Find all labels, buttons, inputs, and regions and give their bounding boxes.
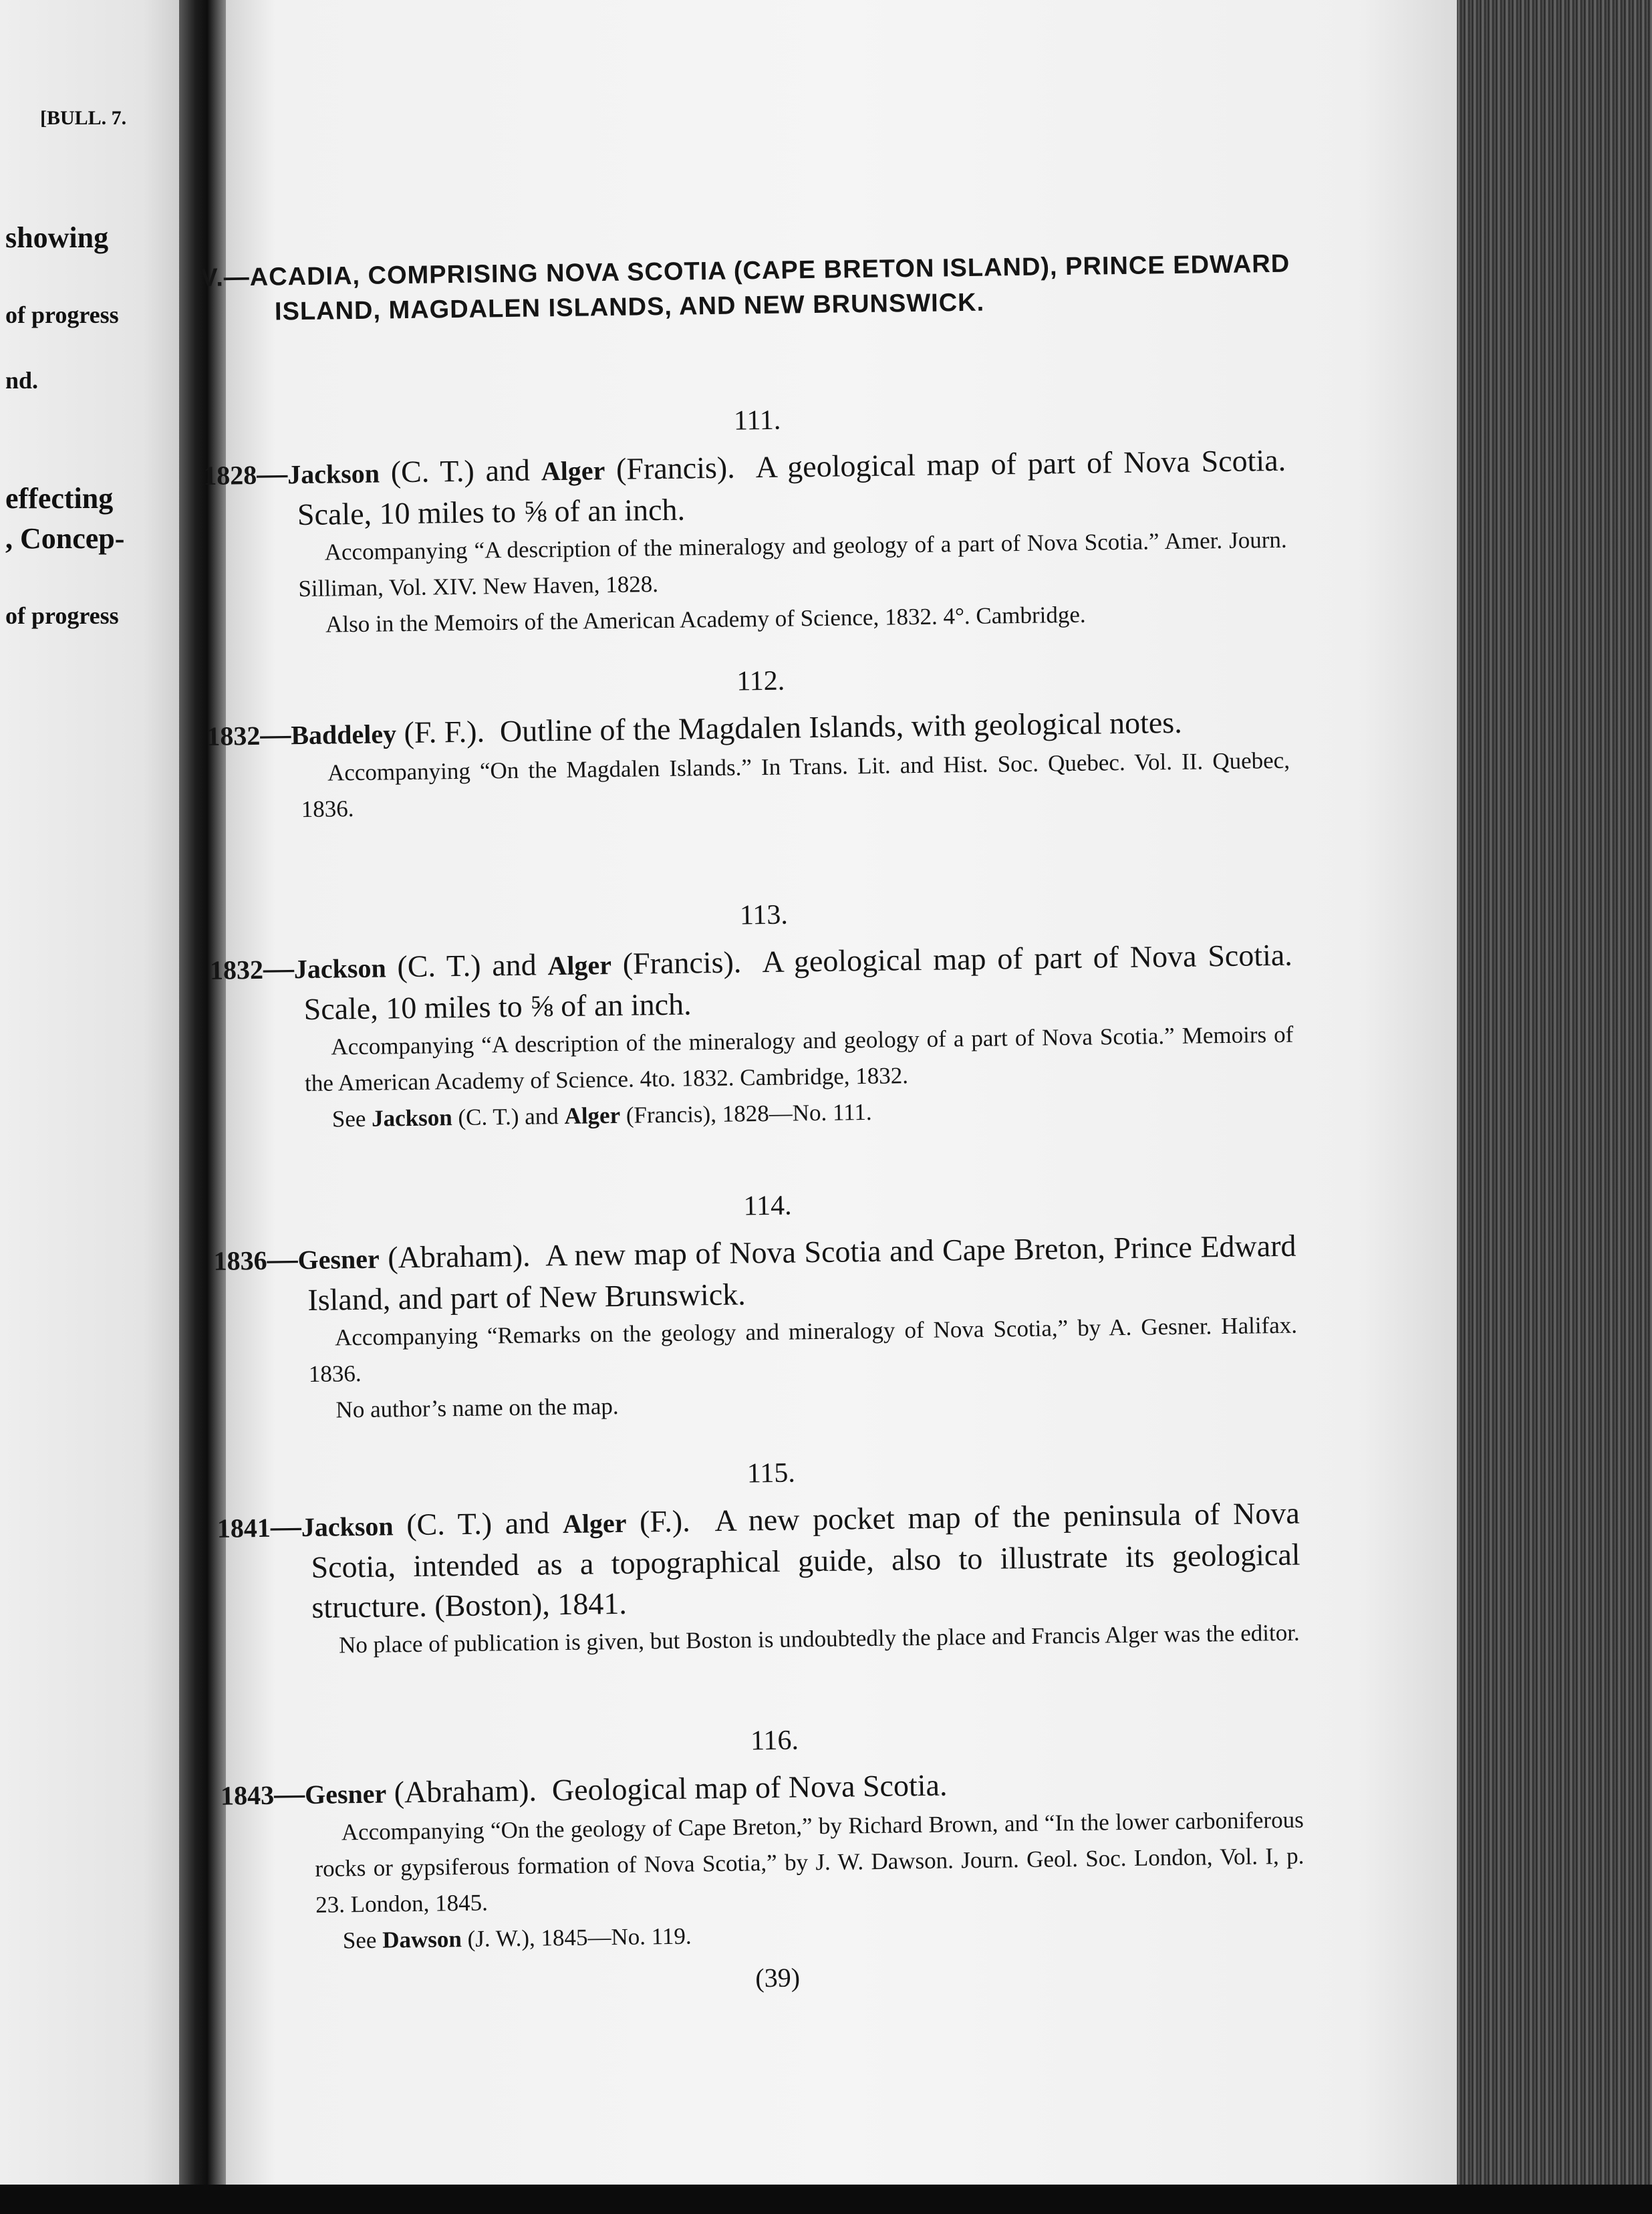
see-reference: (J. W.), 1845—No. 119. <box>467 1923 692 1952</box>
entry-title: A geological map of part of Nova Scotia. Scale, 10 miles to ⅝ of an inch. <box>297 443 1286 532</box>
see-initials: (C. T.) and <box>458 1103 559 1131</box>
author-name: Gesner <box>304 1778 387 1810</box>
entry-title: Geological map of Nova Scotia. <box>551 1767 948 1808</box>
author-initials: (C. T.) <box>406 1506 493 1542</box>
author-name: Alger <box>547 950 612 981</box>
entry-title: A new map of Nova Scotia and Cape Breton, Prince Edward Island, and part of New Brunswick. <box>307 1228 1296 1318</box>
page-edges <box>1457 0 1652 2214</box>
entry-note: Accompanying “A description of the mineralogy and geology of a part of Nova Scotia.” Amer. Journ. Silliman, Vol. XIV. New Haven, 1828. <box>298 526 1287 602</box>
page-number: (39) <box>755 1962 801 1993</box>
bibliography-entry <box>209 935 1294 1139</box>
bibliography-entry <box>221 1761 1306 1961</box>
entry-number: 111. <box>733 404 781 437</box>
see-label: See <box>331 1105 366 1132</box>
entry-title: Outline of the Magdalen Islands, with geological notes. <box>499 705 1182 749</box>
entry-headline: 1843—Gesner (Abraham). Geological map of Nova Scotia. <box>220 1767 948 1811</box>
entry-note: Accompanying “On the Magdalen Islands.” In Trans. Lit. and Hist. Soc. Quebec. Vol. II. Quebec, 1836. <box>301 747 1290 823</box>
see-author: Jackson <box>371 1104 452 1132</box>
see-author: Dawson <box>382 1926 462 1953</box>
author-name: Gesner <box>297 1243 380 1275</box>
entry-title: A new pocket map of the peninsula of Nova Scotia, intended as a topographical guide, also to illustrate its geological structure. (Boston), 1841. <box>311 1495 1300 1624</box>
author-name: Alger <box>562 1507 627 1540</box>
entry-year: 1832 <box>209 954 264 985</box>
bibliography-entry <box>203 441 1288 644</box>
author-name: Jackson <box>293 953 386 985</box>
author-name: Baddeley <box>291 719 397 751</box>
entry-year: 1836 <box>213 1245 267 1276</box>
entry-note: Accompanying “A description of the mineralogy and geology of a part of Nova Scotia.” Memoirs of the American Academy of Science. 4to. 1832. Cambridge, 1832. <box>304 1021 1294 1097</box>
author-name: Jackson <box>301 1511 394 1543</box>
entry-year: 1843 <box>220 1779 275 1811</box>
entry-number: 116. <box>750 1725 799 1757</box>
author-initials: (Francis). <box>615 450 735 486</box>
author-initials: (Francis). <box>622 945 742 981</box>
entry-headline: 1841—Jackson (C. T.) and Alger (F.). A new pocket map of the peninsula of Nova Scotia, intended as a topographical guide, also to illustrate its geological structure. (Boston), 1841. <box>217 1495 1300 1624</box>
author-initials: (Abraham). <box>387 1238 531 1275</box>
author-initials: (C. T.) <box>397 948 481 984</box>
entry-headline: 1832—Baddeley (F. F.). Outline of the Magdalen Islands, with geological notes. <box>206 705 1182 751</box>
see-reference: (Francis), 1828—No. 111. <box>626 1098 872 1128</box>
bibliography-entry <box>217 1493 1301 1665</box>
see-label: See <box>342 1927 377 1954</box>
author-name: Jackson <box>287 458 380 490</box>
facing-page-fragment <box>0 0 179 2214</box>
entry-note: Accompanying “Remarks on the geology and mineralogy of Nova Scotia,” by A. Gesner. Halifax. 1836. <box>308 1312 1298 1388</box>
entry-number: 114. <box>743 1190 792 1222</box>
author-initials: (F. F.). <box>404 714 485 750</box>
author-name: Alger <box>541 455 605 487</box>
entry-number: 113. <box>739 899 789 931</box>
entry-note: Also in the Memoirs of the American Academy of Science, 1832. 4°. Cambridge. <box>325 601 1086 638</box>
bibliography-entry <box>206 701 1290 829</box>
entry-number: 115. <box>746 1457 796 1489</box>
entry-note: Accompanying “On the geology of Cape Breton,” by Richard Brown, and “In the lower carboniferous rocks or gypsiferous formation of Nova Scotia,” by J. W. Dawson. Journ. Geol. Soc. London, Vol. I, p. 23. London, 1845. <box>315 1806 1304 1918</box>
facing-page-line: , Concep- <box>5 522 125 555</box>
entry-year: 1841 <box>217 1512 271 1544</box>
entry-headline: 1832—Jackson (C. T.) and Alger (Francis). A geological map of part of Nova Scotia. Scale, 10 miles to ⅝ of an inch. <box>209 937 1293 1027</box>
facing-page-line: of progress <box>5 301 119 328</box>
facing-page-line: of progress <box>5 602 119 629</box>
section-title: V.—ACADIA, COMPRISING NOVA SCOTIA (CAPE BRETON ISLAND), PRINCE EDWARD ISLAND, MAGDALEN ISLANDS, AND NEW BRUNSWICK. <box>200 249 1290 326</box>
entry-headline: 1828—Jackson (C. T.) and Alger (Francis). A geological map of part of Nova Scotia. Scale, 10 miles to ⅝ of an inch. <box>202 443 1286 532</box>
author-initials: (Abraham). <box>394 1773 537 1810</box>
entry-note: No author’s name on the map. <box>335 1392 619 1423</box>
scan-bottom-edge <box>0 2185 1652 2214</box>
facing-page-line: nd. <box>5 367 39 394</box>
author-initials: (C. T.) <box>390 453 475 489</box>
entry-headline: 1836—Gesner (Abraham). A new map of Nova Scotia and Cape Breton, Prince Edward Island, and part of New Brunswick. <box>213 1228 1296 1318</box>
entry-year: 1832 <box>206 720 261 751</box>
see-author: Alger <box>564 1102 621 1129</box>
entry-title: A geological map of part of Nova Scotia. Scale, 10 miles to ⅝ of an inch. <box>303 937 1293 1027</box>
entry-year: 1828 <box>202 459 257 491</box>
entry-note: No place of publication is given, but Boston is undoubtedly the place and Francis Alger was the editor. <box>338 1619 1300 1658</box>
bibliography-entry <box>213 1226 1298 1430</box>
entry-number: 112. <box>736 665 785 697</box>
facing-page-line: effecting <box>5 482 114 515</box>
author-initials: (F.). <box>639 1503 690 1539</box>
facing-page-header: [BULL. 7. <box>40 107 127 129</box>
facing-page-line: showing <box>5 221 109 254</box>
